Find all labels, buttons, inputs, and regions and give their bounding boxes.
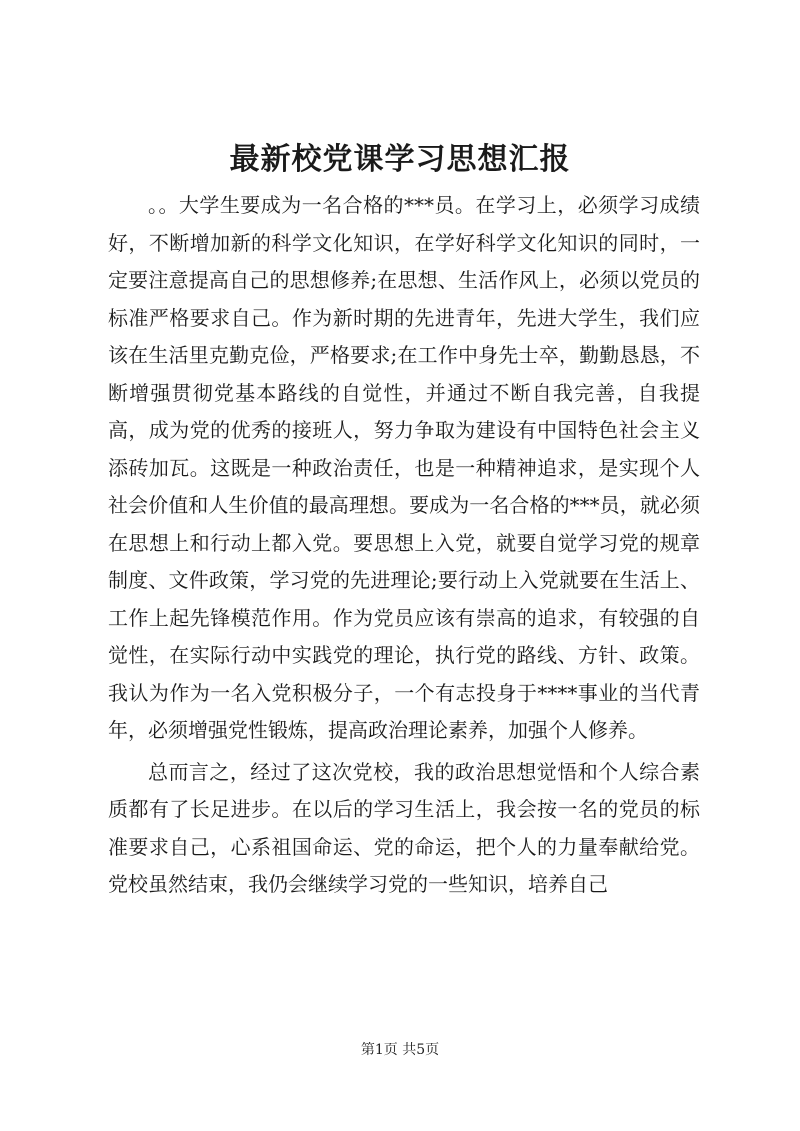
body-paragraph-2: 总而言之，经过了这次党校，我的政治思想觉悟和个人综合素质都有了长足进步。在以后的学习生活上，我会按一名的党员的标准要求自己，心系祖国命运、党的命运，把个人的力量奉献给党。党校虽然结束，我仍会继续学习党的一些知识，培养自己 — [108, 759, 700, 896]
page-number-label: 第1页 共5页 — [360, 1042, 440, 1058]
document-title: 最新校党课学习思想汇报 — [229, 142, 571, 177]
page-footer — [0, 1040, 800, 1060]
document-body — [108, 187, 700, 904]
body-paragraph-1: 。。大学生要成为一名合格的***员。在学习上，必须学习成绩好，不断增加新的科学文化知识，在学好科学文化知识的同时，一定要注意提高自己的思想修养;在思想、生活作风上，必须以党员的标准严格要求自己。作为新时期的先进青年，先进大学生，我们应该在生活里克勤克俭，严格要求;在工作中身先士卒，勤勤恳恳，不断增强贯彻党基本路线的自觉性，并通过不断自我完善，自我提高，成为党的优秀的接班人，努力争取为建设有中国特色社会主义添砖加瓦。这既是一种政治责任，也是一种精神追求，是实现个人社会价值和人生价值的最高理想。要成为一名合格的***员，就必须在思想上和行动上都入党。要思想上入党，就要自觉学习党的规章制度、文件政策，学习党的先进理论;要行动上入党就要在生活上、工作上起先锋模范作用。作为党员应该有崇高的追求，有较强的自觉性，在实际行动中实践党的理论，执行党的路线、方针、政策。我认为作为一名入党积极分子，一个有志投身于****事业的当代青年，必须增强党性锻炼，提高政治理论素养，加强个人修养。 — [108, 193, 700, 742]
